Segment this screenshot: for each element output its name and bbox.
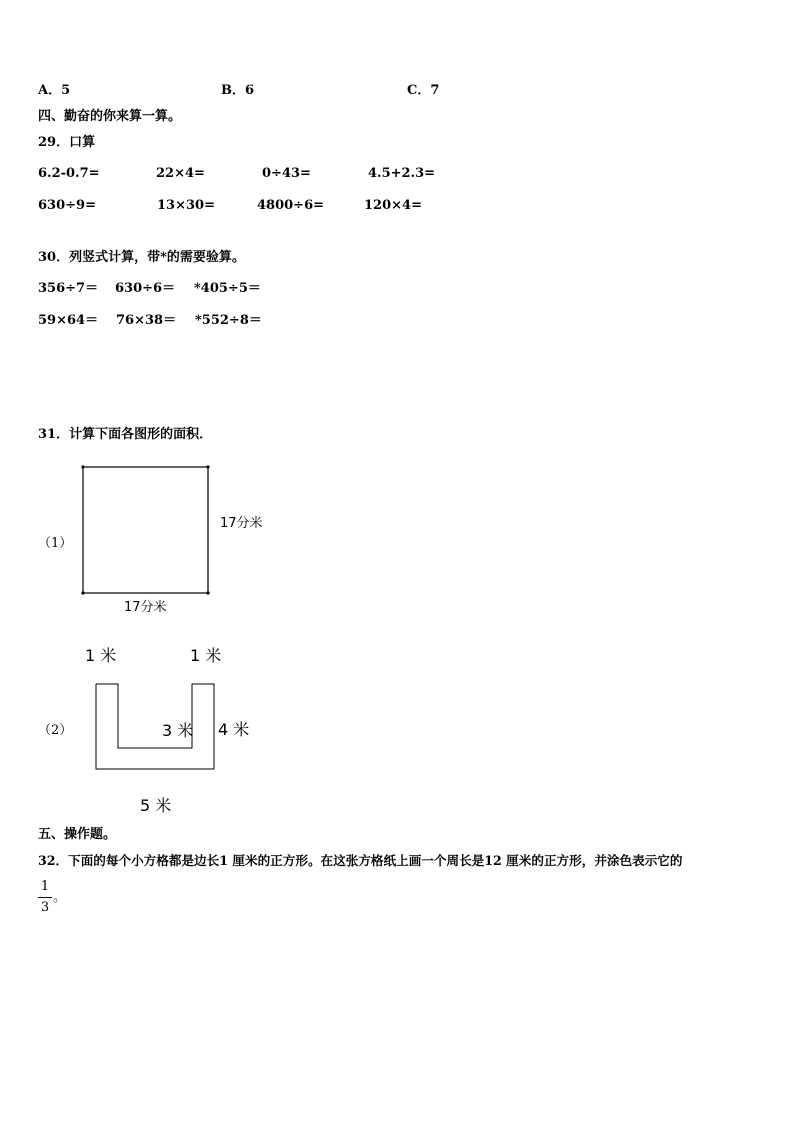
fig2-inner-height-label: 3 米 <box>162 721 194 740</box>
q32-suffix: 。 <box>53 890 67 905</box>
choice-a: A．5 <box>38 83 71 98</box>
q29-r1-c4: 4.5+2.3= <box>368 166 436 181</box>
square-figure <box>83 467 208 593</box>
fig2-top-left-label: 1 米 <box>85 646 117 665</box>
q30-r1-c1: 356÷7＝ <box>38 281 99 296</box>
fig2-tag: （2） <box>38 723 73 738</box>
q31-label: 31．计算下面各图形的面积． <box>38 427 213 442</box>
u-shape-figure <box>96 684 214 769</box>
square-corner-dot <box>206 591 209 594</box>
q32-fraction <box>38 879 52 916</box>
q30-r2-c1: 59×64＝ <box>38 313 99 328</box>
choice-b: B．6 <box>221 83 255 98</box>
fraction-numerator: 1 <box>40 879 50 894</box>
q29-r2-c2: 13×30= <box>157 198 215 213</box>
q29-r1-c3: 0÷43= <box>262 166 311 181</box>
fig1-side-bottom-label: 17分米 <box>124 600 167 615</box>
q29-r2-c1: 630÷9= <box>38 198 96 213</box>
fraction-bar <box>38 897 52 898</box>
q29-r2-c4: 120×4= <box>364 198 422 213</box>
square-corner-dot <box>81 465 84 468</box>
q29-r2-c3: 4800÷6= <box>257 198 325 213</box>
fig2-top-right-label: 1 米 <box>190 646 222 665</box>
fig2-bottom-label: 5 米 <box>140 796 172 815</box>
fig1-side-right-label: 17分米 <box>220 516 263 531</box>
q29-r1-c1: 6.2-0.7= <box>38 166 100 181</box>
square-corner-dot <box>206 465 209 468</box>
fig2-outer-height-label: 4 米 <box>218 720 250 739</box>
q30-r2-c2: 76×38＝ <box>116 313 177 328</box>
q29-r1-c2: 22×4= <box>156 166 205 181</box>
q32-text: 32．下面的每个小方格都是边长1 厘米的正方形。在这张方格纸上画一个周长是12 厘米的正方形，并涂色表示它的 <box>38 853 683 868</box>
fig1-tag: （1） <box>38 536 73 551</box>
q30-r2-c3: *552÷8＝ <box>195 313 262 328</box>
q30-r1-c2: 630÷6＝ <box>115 281 176 296</box>
q30-label: 30．列竖式计算，带*的需要验算。 <box>38 250 245 265</box>
section4-heading: 四、勤奋的你来算一算。 <box>38 109 182 124</box>
q30-r1-c3: *405÷5＝ <box>194 281 261 296</box>
square-corner-dot <box>81 591 84 594</box>
q29-label: 29．口算 <box>38 135 96 150</box>
section5-heading: 五、操作题。 <box>38 827 117 842</box>
choice-c: C．7 <box>407 83 440 98</box>
fraction-denominator: 3 <box>40 900 50 915</box>
